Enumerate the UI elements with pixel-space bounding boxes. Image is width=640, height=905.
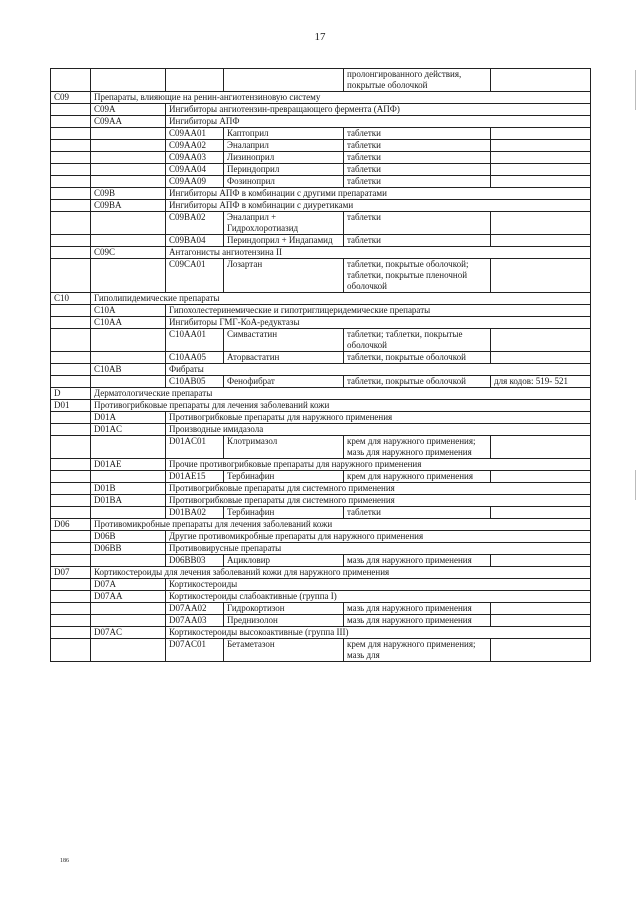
table-cell: Тербинафин [224,507,344,519]
table-row [51,376,591,388]
table-row [51,471,591,483]
scan-edge-mark [635,470,636,500]
table-cell: D07 [51,567,91,579]
table-cell: таблетки, покрытые оболочкой [344,376,491,388]
table-cell: D01AE [91,459,166,471]
table-cell: C09AA02 [166,140,224,152]
table-cell [51,176,91,188]
table-row [51,459,591,471]
table-cell: D [51,388,91,400]
table-cell: C10 [51,293,91,305]
table-cell [51,579,91,591]
table-cell [51,531,91,543]
table-row [51,200,591,212]
table-cell: Антагонисты ангиотензина II [166,247,591,259]
table-cell: C09AA [91,116,166,128]
table-cell [91,639,166,662]
table-cell: Гипохолестеринемические и гипотриглицеридемические препараты [166,305,591,317]
table-cell: Эналаприл + Гидрохлоротиазид [224,212,344,235]
table-cell: Препараты, влияющие на ренин-ангиотензиновую систему [91,92,591,104]
table-cell: таблетки [344,507,491,519]
table-cell: D07AA02 [166,603,224,615]
footer-mark: 186 [60,858,69,864]
table-cell: D06 [51,519,91,531]
table-cell [91,140,166,152]
table-cell: таблетки [344,128,491,140]
table-cell: C10A [91,305,166,317]
table-cell [91,352,166,364]
table-cell: Клотримазол [224,436,344,459]
table-row [51,329,591,352]
table-cell [91,507,166,519]
table-cell [51,412,91,424]
table-cell: D01BA [91,495,166,507]
table-cell: пролонгированного действия, покрытые оболочкой [344,69,491,92]
table-cell [51,188,91,200]
table-cell [491,639,591,662]
table-cell [491,164,591,176]
table-cell [491,69,591,92]
table-row [51,247,591,259]
table-cell: мазь для наружного применения [344,615,491,627]
table-cell [91,329,166,352]
table-cell [51,364,91,376]
table-cell: Преднизолон [224,615,344,627]
table-cell: таблетки [344,212,491,235]
table-cell: таблетки [344,164,491,176]
table-cell: C09BA02 [166,212,224,235]
table-cell: C09BA [91,200,166,212]
table-row [51,555,591,567]
table-cell [51,615,91,627]
table-cell: Фозиноприл [224,176,344,188]
table-cell [91,235,166,247]
table-row [51,615,591,627]
table-cell: D07AC01 [166,639,224,662]
table-cell [51,603,91,615]
table-cell [91,69,166,92]
table-cell: Ацикловир [224,555,344,567]
table-cell [491,436,591,459]
table-cell [51,471,91,483]
table-cell: D01AE15 [166,471,224,483]
table-row [51,164,591,176]
table-cell [51,259,91,293]
table-cell [51,543,91,555]
table-cell [491,471,591,483]
table-cell: Прочие противогрибковые препараты для наружного применения [166,459,591,471]
table-cell: Кортикостероиды для лечения заболеваний кожи для наружного применения [91,567,591,579]
table-cell: D01 [51,400,91,412]
table-row [51,235,591,247]
table-cell: крем для наружного применения; мазь для наружного применения [344,436,491,459]
table-cell [51,555,91,567]
table-cell: Кортикостероиды слабоактивные (группа I) [166,591,591,603]
table-cell [91,212,166,235]
table-cell: Периндоприл [224,164,344,176]
table-cell [91,603,166,615]
table-row [51,128,591,140]
table-cell: D07AC [91,627,166,639]
table-cell: C10AB [91,364,166,376]
table-cell [491,615,591,627]
table-cell [51,352,91,364]
table-row [51,116,591,128]
page-number: 17 [314,31,326,43]
table-cell [491,603,591,615]
table-row [51,424,591,436]
table-cell: Кортикостероиды высокоактивные (группа III) [166,627,591,639]
table-cell [51,495,91,507]
table-row [51,305,591,317]
table-cell [51,305,91,317]
table-cell: таблетки [344,176,491,188]
table-cell: Противогрибковые препараты для системного применения [166,483,591,495]
table-row [51,591,591,603]
table-cell: Противогрибковые препараты для системного применения [166,495,591,507]
table-cell: таблетки [344,152,491,164]
table-cell: таблетки [344,235,491,247]
table-cell: Гиполипидемические препараты [91,293,591,305]
table-cell: C09C [91,247,166,259]
table-cell: D06BB03 [166,555,224,567]
table-row [51,69,591,92]
table-cell: Другие противомикробные препараты для наружного применения [166,531,591,543]
table-cell: таблетки; таблетки, покрытые оболочкой [344,329,491,352]
table-cell: D07AA03 [166,615,224,627]
table-cell: C09CA01 [166,259,224,293]
table-row [51,507,591,519]
table-cell [51,329,91,352]
table-cell: Противомикробные препараты для лечения заболеваний кожи [91,519,591,531]
table-row [51,176,591,188]
table-cell: Каптоприл [224,128,344,140]
table-cell: мазь для наружного применения [344,603,491,615]
table-cell: Ингибиторы ГМГ-КоА-редуктазы [166,317,591,329]
table-cell [51,459,91,471]
table-cell: D07AA [91,591,166,603]
table-cell [51,128,91,140]
drug-table [50,68,591,662]
table-cell: Ингибиторы АПФ [166,116,591,128]
table-cell: C09AA04 [166,164,224,176]
table-cell: Фенофибрат [224,376,344,388]
table-cell [51,116,91,128]
table-cell [91,555,166,567]
table-row [51,519,591,531]
table-cell [491,235,591,247]
table-cell: C09AA09 [166,176,224,188]
table-cell: Лозартан [224,259,344,293]
table-cell: таблетки, покрытые оболочкой; таблетки, покрытые пленочной оболочкой [344,259,491,293]
table-cell [491,555,591,567]
table-cell [491,329,591,352]
table-row [51,639,591,662]
table-cell [91,259,166,293]
table-cell [51,591,91,603]
table-cell [224,69,344,92]
table-row [51,212,591,235]
table-cell [51,627,91,639]
table-cell [51,424,91,436]
table-cell [491,152,591,164]
table-cell: D01AC01 [166,436,224,459]
table-cell [491,352,591,364]
table-row [51,92,591,104]
table-row [51,543,591,555]
table-cell [51,212,91,235]
table-cell [91,436,166,459]
table-cell [491,507,591,519]
table-cell: Тербинафин [224,471,344,483]
table-cell: C09B [91,188,166,200]
table-cell: C10AA05 [166,352,224,364]
table-cell: Противогрибковые препараты для лечения заболеваний кожи [91,400,591,412]
table-cell: D01BA02 [166,507,224,519]
table-cell: Периндоприл + Индапамид [224,235,344,247]
table-row [51,152,591,164]
table-row [51,603,591,615]
table-cell [491,140,591,152]
table-cell: Лизиноприл [224,152,344,164]
table-cell [51,483,91,495]
table-cell [91,471,166,483]
table-cell: C10AB05 [166,376,224,388]
table-cell [51,104,91,116]
table-cell: C09BA04 [166,235,224,247]
table-cell: Гидрокортизон [224,603,344,615]
table-row [51,352,591,364]
table-cell [491,128,591,140]
table-cell [491,176,591,188]
table-cell: таблетки, покрытые оболочкой [344,352,491,364]
table-cell [51,247,91,259]
table-row [51,412,591,424]
table-cell: D06B [91,531,166,543]
table-cell: крем для наружного применения [344,471,491,483]
table-cell: Фибраты [166,364,591,376]
table-cell: C09AA01 [166,128,224,140]
table-row [51,140,591,152]
table-cell: D01B [91,483,166,495]
table-row [51,104,591,116]
table-row [51,436,591,459]
table-row [51,188,591,200]
table-row [51,364,591,376]
table-cell [51,200,91,212]
table-cell [51,376,91,388]
table-row [51,567,591,579]
table-cell: Ингибиторы ангиотензин-превращающего фермента (АПФ) [166,104,591,116]
table-cell: для кодов: 519- 521 [491,376,591,388]
table-cell: мазь для наружного применения [344,555,491,567]
table-cell: Симвастатин [224,329,344,352]
table-cell: D01A [91,412,166,424]
table-row [51,259,591,293]
table-cell [91,152,166,164]
table-cell: Аторвастатин [224,352,344,364]
table-cell: C09 [51,92,91,104]
table-cell [51,164,91,176]
table-cell [51,317,91,329]
table-row [51,483,591,495]
table-cell: D01AC [91,424,166,436]
table-cell: Противогрибковые препараты для наружного применения [166,412,591,424]
table-cell [51,140,91,152]
table-cell [91,376,166,388]
table-cell [491,259,591,293]
table-cell: Эналаприл [224,140,344,152]
table-cell [491,212,591,235]
table-row [51,627,591,639]
table-row [51,388,591,400]
table-row [51,293,591,305]
table-row [51,531,591,543]
table-cell: Бетаметазон [224,639,344,662]
table-row [51,495,591,507]
table-cell [91,164,166,176]
table-cell [51,436,91,459]
table-row [51,317,591,329]
table-row [51,579,591,591]
table-row [51,400,591,412]
scan-edge-mark [635,70,636,110]
table-cell: крем для наружного применения; мазь для [344,639,491,662]
table-cell [51,152,91,164]
table-cell: Кортикостероиды [166,579,591,591]
table-cell: C09A [91,104,166,116]
table-cell: таблетки [344,140,491,152]
table-cell: Противовирусные препараты [166,543,591,555]
table-cell: D07A [91,579,166,591]
table-cell [91,128,166,140]
table-cell: Ингибиторы АПФ в комбинации с другими препаратами [166,188,591,200]
table-cell: C09AA03 [166,152,224,164]
table-cell [51,69,91,92]
table-cell: Производные имидазола [166,424,591,436]
table-cell [51,507,91,519]
table-cell [51,235,91,247]
table-cell: C10AA [91,317,166,329]
table-cell: Дерматологические препараты [91,388,591,400]
table-cell [166,69,224,92]
table-cell: Ингибиторы АПФ в комбинации с диуретиками [166,200,591,212]
table-cell [51,639,91,662]
table-cell [91,176,166,188]
table-cell [91,615,166,627]
table-cell: D06BB [91,543,166,555]
table-cell: C10AA01 [166,329,224,352]
